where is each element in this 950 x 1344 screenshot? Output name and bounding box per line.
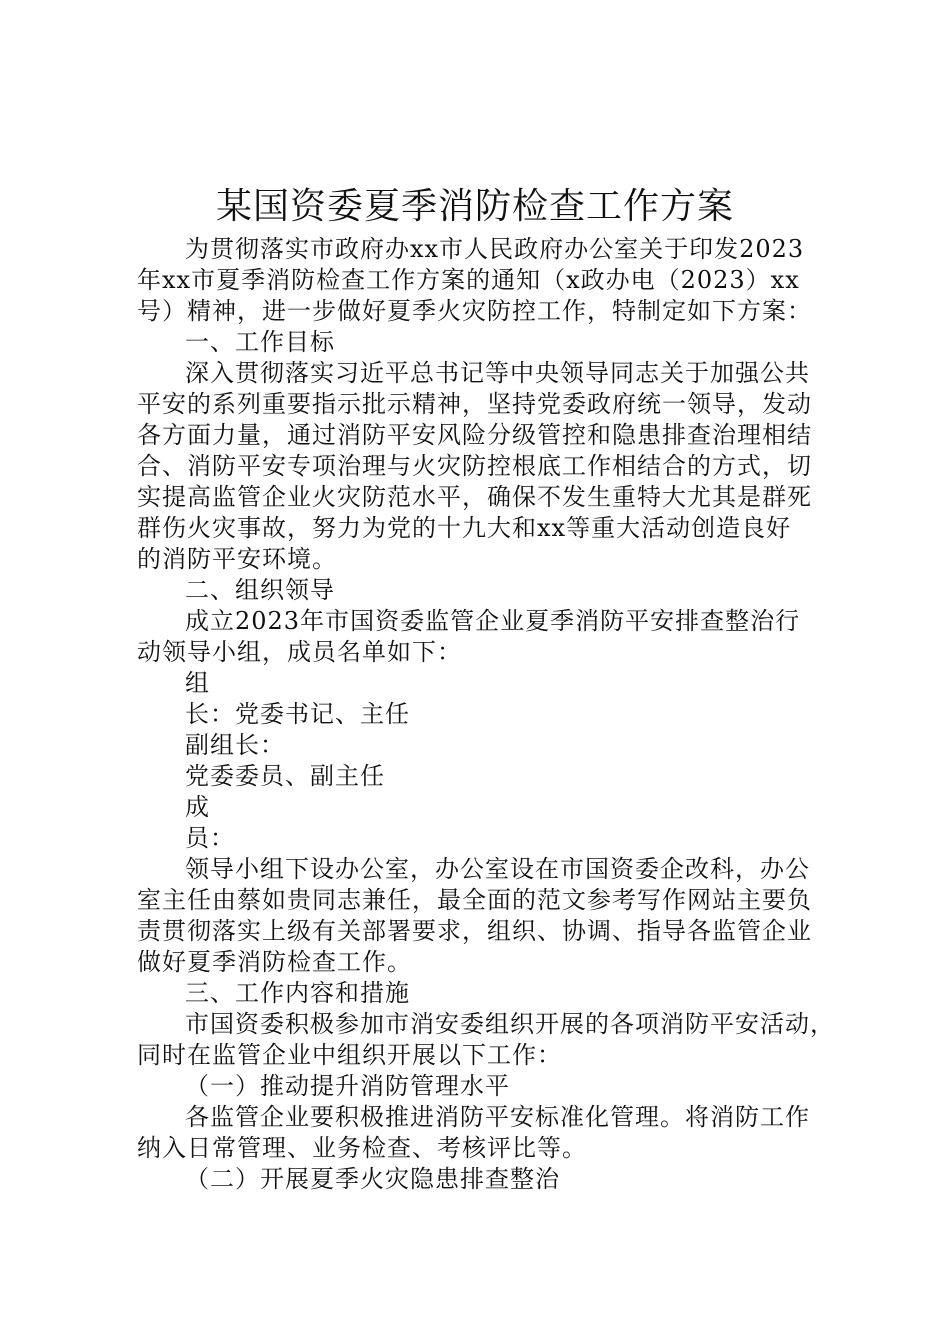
paragraph-line: 实提高监管企业火灾防范水平，确保不发生重特大尤其是群死: [137, 483, 812, 511]
paragraph-line: 成立2023年市国资委监管企业夏季消防平安排查整治行: [185, 607, 801, 635]
document-title: 某国资委夏季消防检查工作方案: [215, 186, 734, 227]
subsection-heading-management: （一）推动提升消防管理水平: [185, 1072, 510, 1100]
paragraph-line: 纳入日常管理、业务检查、考核评比等。: [137, 1134, 587, 1162]
subsection-heading-inspection: （二）开展夏季火灾隐患排查整治: [185, 1165, 560, 1193]
paragraph-line: 市国资委积极参加市消安委组织开展的各项消防平安活动，: [185, 1010, 835, 1038]
member-list-line: 党委委员、副主任: [185, 762, 385, 790]
paragraph-line: 平安的系列重要指示批示精神，坚持党委政府统一领导，发动: [137, 390, 812, 418]
paragraph-line: 做好夏季消防检查工作。: [137, 948, 412, 976]
paragraph-line: 年xx市夏季消防检查工作方案的通知（x政办电（2023）xx: [137, 266, 800, 294]
paragraph-line: 各监管企业要积极推进消防平安标准化管理。将消防工作: [185, 1103, 810, 1131]
section-heading-goals: 一、工作目标: [185, 328, 335, 356]
paragraph-line: 合、消防平安专项治理与火灾防控根底工作相结合的方式，切: [137, 452, 812, 480]
document-body: [137, 234, 837, 1195]
paragraph-line: 深入贯彻落实习近平总书记等中央领导同志关于加强公共: [185, 359, 810, 387]
paragraph-line: 各方面力量，通过消防平安风险分级管控和隐患排查治理相结: [137, 421, 812, 449]
paragraph-line: 群伤火灾事故，努力为党的十九大和xx等重大活动创造良好: [137, 514, 792, 542]
member-list-line: 成: [185, 793, 210, 821]
paragraph-line: 号）精神，进一步做好夏季火灾防控工作，特制定如下方案：: [137, 297, 812, 325]
member-list-line: 员：: [185, 824, 235, 852]
section-heading-leadership: 二、组织领导: [185, 576, 335, 604]
paragraph-line: 责贯彻落实上级有关部署要求，组织、协调、指导各监管企业: [137, 917, 812, 945]
member-list-line: 副组长：: [185, 731, 285, 759]
section-heading-measures: 三、工作内容和措施: [185, 979, 410, 1007]
paragraph-line: 为贯彻落实市政府办xx市人民政府办公室关于印发2023: [185, 235, 805, 263]
member-list-line: 长：党委书记、主任: [185, 700, 410, 728]
paragraph-line: 动领导小组，成员名单如下：: [137, 638, 462, 666]
paragraph-line: 领导小组下设办公室，办公室设在市国资委企改科，办公: [185, 855, 810, 883]
paragraph-line: 同时在监管企业中组织开展以下工作：: [137, 1041, 562, 1069]
paragraph-line: 的消防平安环境。: [137, 545, 337, 573]
member-list-line: 组: [185, 669, 210, 697]
paragraph-line: 室主任由蔡如贵同志兼任，最全面的范文参考写作网站主要负: [137, 886, 812, 914]
